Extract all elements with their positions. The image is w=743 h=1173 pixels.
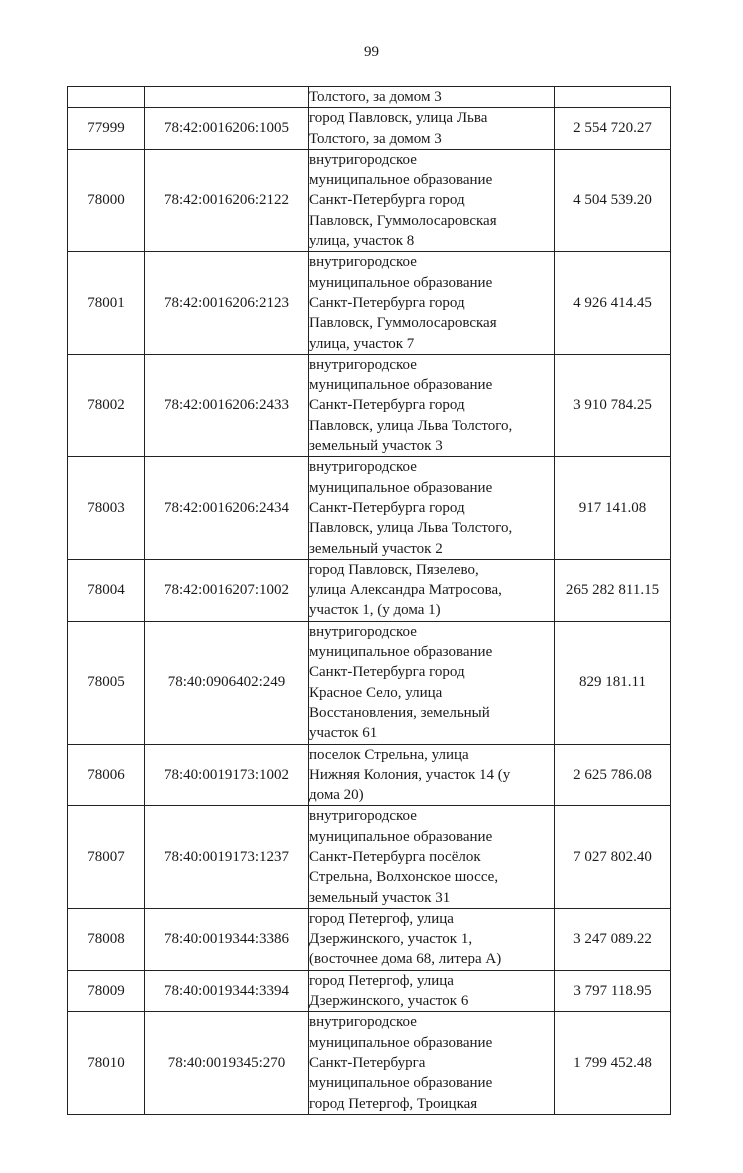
address-line: Санкт-Петербурга город [309,499,465,516]
cadastral-value-cell: 829 181.11 [555,621,671,744]
address-line: улица, участок 7 [309,335,415,352]
address-line: внутригородское [309,1014,417,1031]
address-cell [309,1012,555,1114]
cadastral-value-cell: 3 247 089.22 [555,908,671,970]
table-body [68,87,671,1115]
cadastral-value-cell: 3 797 118.95 [555,970,671,1012]
cadastral-number-cell: 78:40:0019345:270 [145,1012,309,1114]
record-number-cell: 78008 [68,908,145,970]
cadastral-number-cell: 78:42:0016207:1002 [145,559,309,621]
address-line: муниципальное образование [309,377,493,394]
record-number-cell: 78001 [68,252,145,354]
record-number-cell [68,87,145,108]
address-line: Санкт-Петербурга город [309,294,465,311]
address-line: Павловск, улица Льва Толстого, [309,520,513,537]
address-cell [309,149,555,251]
table-row [68,806,671,908]
address-line: улица Александра Матросова, [309,582,502,599]
record-number-cell: 78000 [68,149,145,251]
address-cell [309,621,555,744]
address-line: улица, участок 8 [309,233,415,250]
address-line: внутригородское [309,356,417,373]
address-line: (восточнее дома 68, литера А) [309,951,502,968]
table-row [68,908,671,970]
address-line: город Петергоф, Троицкая [309,1095,478,1112]
table-row [68,457,671,559]
address-line: Дзержинского, участок 1, [309,931,473,948]
record-number-cell: 78010 [68,1012,145,1114]
cadastral-value-cell: 2 625 786.08 [555,744,671,806]
table-row [68,252,671,354]
address-cell [309,457,555,559]
table-row [68,1012,671,1114]
cadastral-number-cell: 78:40:0019344:3386 [145,908,309,970]
address-cell [309,908,555,970]
address-line: Санкт-Петербурга город [309,192,465,209]
address-line: Толстого, за домом 3 [309,89,442,105]
address-line: участок 61 [309,725,378,742]
page-number: 99 [364,44,379,60]
address-cell [309,559,555,621]
cadastral-number-cell: 78:42:0016206:1005 [145,108,309,150]
cadastral-number-cell [145,87,309,108]
cadastral-number-cell: 78:42:0016206:2434 [145,457,309,559]
cadastral-number-cell: 78:40:0019173:1237 [145,806,309,908]
address-line: город Павловск, улица Льва [309,110,488,127]
table-row [68,559,671,621]
address-line: муниципальное образование [309,828,493,845]
cadastral-value-cell: 4 504 539.20 [555,149,671,251]
address-line: Павловск, улица Льва Толстого, [309,417,513,434]
cadastral-value-cell: 1 799 452.48 [555,1012,671,1114]
land-registry-table [67,86,671,1115]
address-line: Толстого, за домом 3 [309,130,442,147]
address-line: внутригородское [309,254,417,271]
cadastral-number-cell: 78:42:0016206:2123 [145,252,309,354]
table-row [68,87,671,108]
address-line: поселок Стрельна, улица [309,746,469,763]
address-cell [309,252,555,354]
table-row [68,108,671,150]
record-number-cell: 78007 [68,806,145,908]
address-line: город Петергоф, улица [309,972,454,989]
address-line: город Павловск, Пязелево, [309,561,479,578]
address-cell [309,354,555,456]
cadastral-value-cell: 4 926 414.45 [555,252,671,354]
address-line: земельный участок 3 [309,438,443,455]
address-cell [309,806,555,908]
cadastral-number-cell: 78:40:0906402:249 [145,621,309,744]
cadastral-value-cell: 3 910 784.25 [555,354,671,456]
cadastral-number-cell: 78:42:0016206:2433 [145,354,309,456]
cadastral-value-cell: 917 141.08 [555,457,671,559]
record-number-cell: 78009 [68,970,145,1012]
address-line: Санкт-Петербурга [309,1054,426,1071]
address-line: земельный участок 2 [309,540,443,557]
address-line: внутригородское [309,459,417,476]
record-number-cell: 78003 [68,457,145,559]
address-cell [309,744,555,806]
cadastral-number-cell: 78:42:0016206:2122 [145,149,309,251]
table-row [68,970,671,1012]
cadastral-value-cell: 2 554 720.27 [555,108,671,150]
address-line: муниципальное образование [309,274,493,291]
record-number-cell: 77999 [68,108,145,150]
address-cell [309,87,555,108]
table-row [68,354,671,456]
table-row [68,149,671,251]
address-line: внутригородское [309,623,417,640]
address-line: внутригородское [309,808,417,825]
address-line: Павловск, Гуммолосаровская [309,315,497,332]
cadastral-number-cell: 78:40:0019344:3394 [145,970,309,1012]
address-line: Санкт-Петербурга посёлок [309,848,481,865]
address-line: внутригородское [309,151,417,168]
address-line: Павловск, Гуммолосаровская [309,212,497,229]
address-line: муниципальное образование [309,1075,493,1092]
address-line: муниципальное образование [309,479,493,496]
address-line: муниципальное образование [309,644,493,661]
address-line: Восстановления, земельный [309,704,490,721]
cadastral-number-cell: 78:40:0019173:1002 [145,744,309,806]
address-line: дома 20) [309,787,364,804]
cadastral-value-cell: 265 282 811.15 [555,559,671,621]
address-line: муниципальное образование [309,172,493,189]
record-number-cell: 78004 [68,559,145,621]
address-line: Стрельна, Волхонское шоссе, [309,869,499,886]
address-line: город Петергоф, улица [309,910,454,927]
record-number-cell: 78002 [68,354,145,456]
table-row [68,744,671,806]
address-cell [309,108,555,150]
address-line: Красное Село, улица [309,684,443,701]
address-line: земельный участок 31 [309,889,451,906]
address-line: Санкт-Петербурга город [309,397,465,414]
address-line: муниципальное образование [309,1034,493,1051]
address-cell [309,970,555,1012]
address-line: Нижняя Колония, участок 14 (у [309,766,511,783]
table-row [68,621,671,744]
cadastral-value-cell [555,87,671,108]
record-number-cell: 78006 [68,744,145,806]
address-line: участок 1, (у дома 1) [309,602,441,619]
address-line: Санкт-Петербурга город [309,664,465,681]
address-line: Дзержинского, участок 6 [309,993,469,1010]
cadastral-value-cell: 7 027 802.40 [555,806,671,908]
record-number-cell: 78005 [68,621,145,744]
